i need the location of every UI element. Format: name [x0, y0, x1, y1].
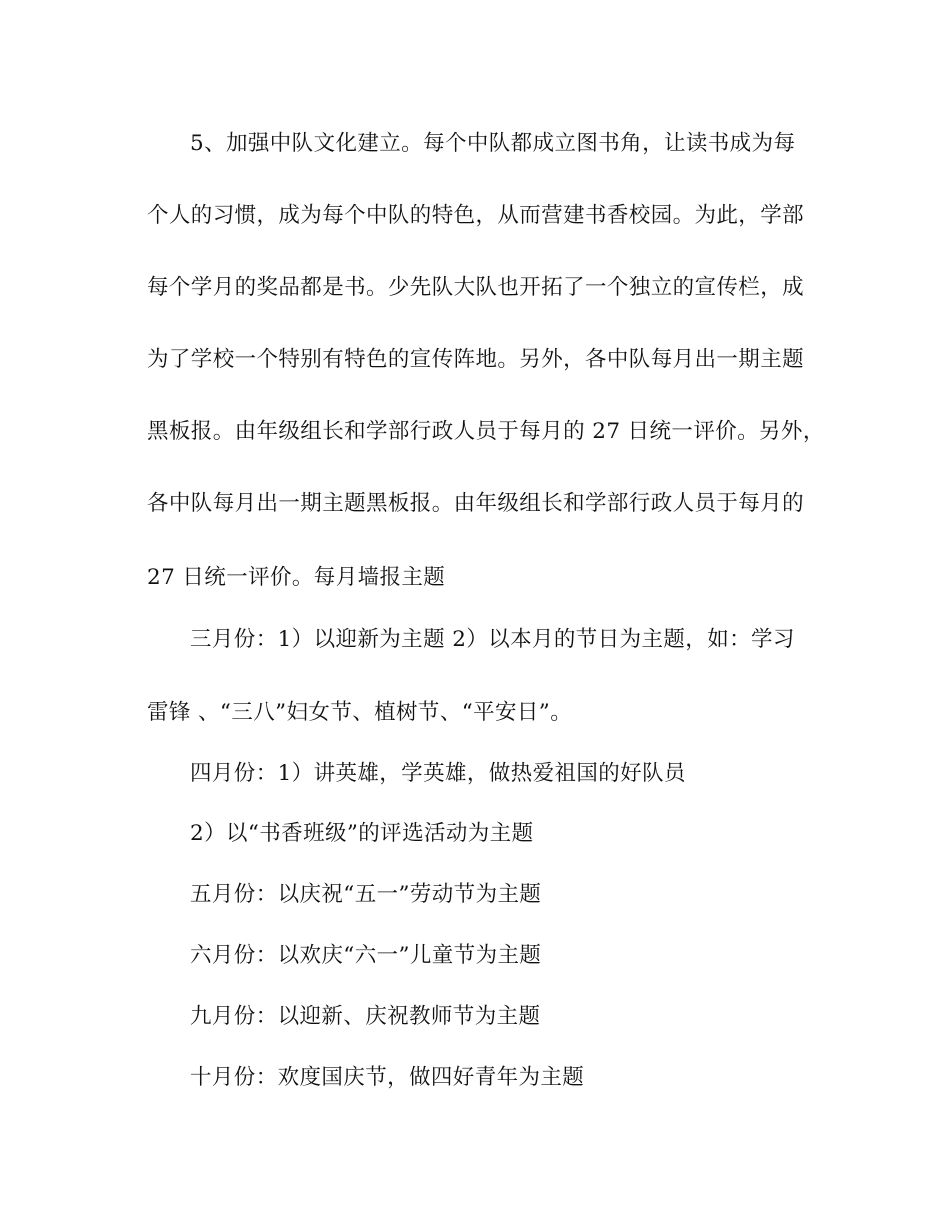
march-line-1: 三月份：1）以迎新为主题 2）以本月的节日为主题，如：学习 — [190, 627, 795, 652]
june-line: 六月份：以欢庆“六一”儿童节为主题 — [190, 943, 542, 968]
september-line: 九月份：以迎新、庆祝教师节为主题 — [190, 1004, 541, 1029]
october-line: 十月份：欢度国庆节，做四好青年为主题 — [190, 1065, 585, 1090]
paragraph-line-4: 为了学校一个特别有特色的宣传阵地。另外，各中队每月出一期主题 — [147, 347, 805, 372]
paragraph-line-3: 每个学月的奖品都是书。少先队大队也开拓了一个独立的宣传栏，成 — [147, 275, 805, 300]
april-line-1: 四月份：1）讲英雄，学英雄，做热爱祖国的好队员 — [190, 761, 686, 786]
may-line: 五月份：以庆祝“五一”劳动节为主题 — [190, 882, 542, 907]
paragraph-line-6: 各中队每月出一期主题黑板报。由年级组长和学部行政人员于每月的 — [147, 491, 805, 516]
paragraph-line-2: 个人的习惯，成为每个中队的特色，从而营建书香校园。为此，学部 — [147, 203, 805, 228]
paragraph-line-1: 5、加强中队文化建立。每个中队都成立图书角，让读书成为每 — [190, 131, 796, 156]
paragraph-line-5: 黑板报。由年级组长和学部行政人员于每月的 27 日统一评价。另外， — [147, 419, 825, 444]
april-line-2: 2）以“书香班级”的评选活动为主题 — [190, 821, 534, 846]
march-line-2: 雷锋 、“三八”妇女节、植树节、“平安日”。 — [147, 700, 573, 725]
paragraph-line-7: 27 日统一评价。每月墙报主题 — [147, 565, 446, 590]
